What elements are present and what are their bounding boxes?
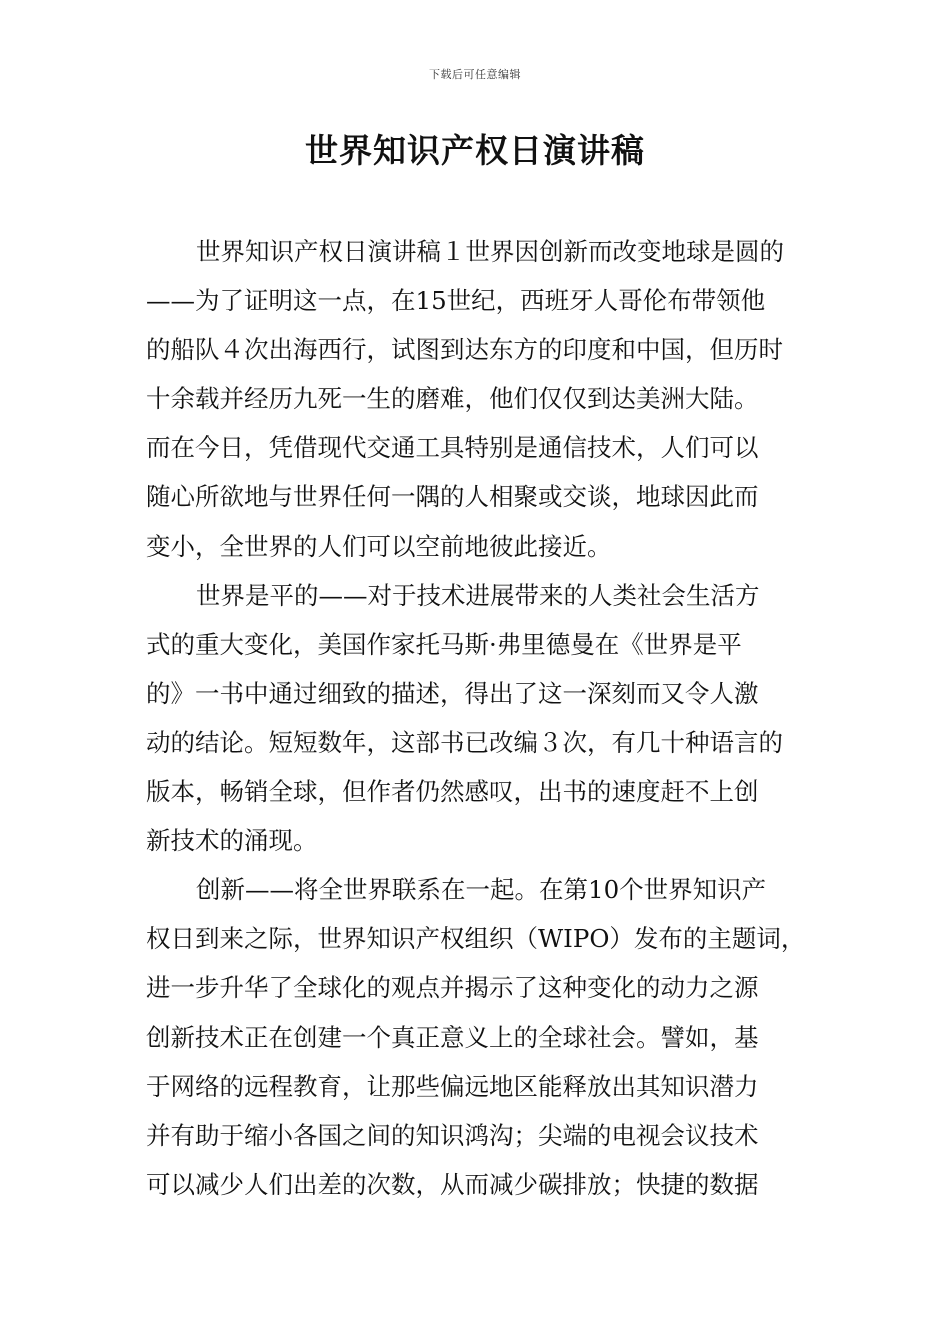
paragraph-line: 世界是平的——对于技术进展带来的人类社会生活方: [196, 580, 760, 610]
paragraph-line: 世界知识产权日演讲稿１世界因创新而改变地球是圆的: [196, 237, 784, 266]
paragraph-line: 变小，全世界的人们可以空前地彼此接近。: [146, 531, 612, 561]
paragraph-line: 新技术的涌现。: [146, 826, 318, 856]
paragraph: [146, 571, 814, 866]
document-body: [146, 227, 814, 1209]
paragraph-line: 而在今日，凭借现代交通工具特别是通信技术，人们可以: [146, 433, 759, 463]
paragraph-line: 版本，畅销全球，但作者仍然感叹，出书的速度赶不上创: [146, 777, 759, 807]
paragraph-line: 随心所欲地与世界任何一隅的人相聚或交谈，地球因此而: [146, 482, 759, 512]
paragraph-line: ——为了证明这一点，在15世纪，西班牙人哥伦布带领他: [146, 286, 766, 316]
paragraph-line: 的船队４次出海西行，试图到达东方的印度和中国，但历时: [146, 335, 783, 365]
header-note: 下载后可任意编辑: [429, 68, 521, 81]
paragraph-line: 动的结论。短短数年，这部书已改编３次，有几十种语言的: [146, 727, 783, 757]
paragraph-line: 式的重大变化，美国作家托马斯·弗里德曼在《世界是平: [146, 629, 742, 659]
paragraph: [146, 865, 814, 1209]
paragraph-line: 权日到来之际，世界知识产权组织（WIPO）发布的主题词，: [146, 924, 806, 954]
paragraph: [146, 227, 814, 571]
paragraph-line: 十余载并经历九死一生的磨难，他们仅仅到达美洲大陆。: [146, 384, 759, 414]
paragraph-line: 创新——将全世界联系在一起。在第10个世界知识产: [196, 875, 767, 905]
paragraph-line: 的》一书中通过细致的描述，得出了这一深刻而又令人激: [146, 678, 759, 708]
paragraph-line: 进一步升华了全球化的观点并揭示了这种变化的动力之源: [146, 973, 759, 1003]
paragraph-line: 于网络的远程教育，让那些偏远地区能释放出其知识潜力: [146, 1071, 759, 1101]
document-title: 世界知识产权日演讲稿: [305, 131, 645, 170]
paragraph-line: 可以减少人们出差的次数，从而减少碳排放；快捷的数据: [146, 1169, 759, 1199]
paragraph-line: 并有助于缩小各国之间的知识鸿沟；尖端的电视会议技术: [146, 1120, 759, 1150]
paragraph-line: 创新技术正在创建一个真正意义上的全球社会。譬如，基: [146, 1022, 759, 1052]
